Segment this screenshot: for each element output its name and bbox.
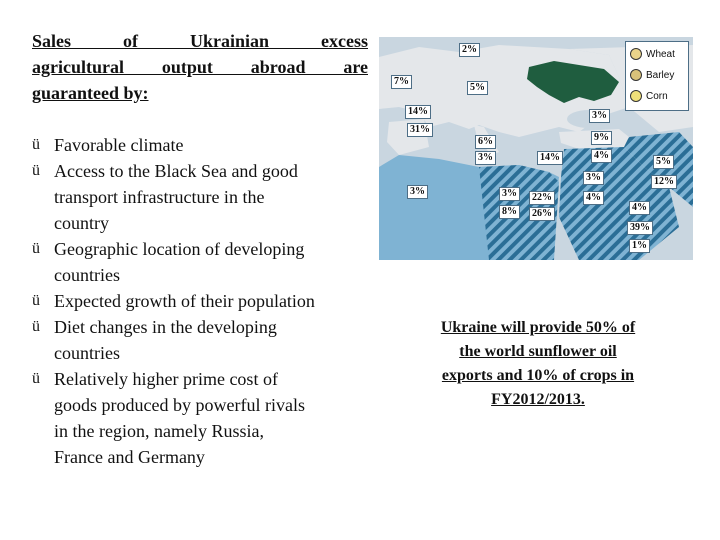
bullet-text: countries [54,265,120,285]
map-label: 3% [475,151,496,165]
map-label: 31% [407,123,433,137]
map-label: 1% [629,239,650,253]
bullet-diet [32,314,374,366]
bullet-text: transport infrastructure in the [54,187,265,207]
barley-icon [630,69,642,81]
heading-line-3: guaranteed by: [32,83,149,103]
wheat-icon [630,48,642,60]
check-icon: ü [32,292,40,309]
legend-barley [630,69,674,81]
bullet-text: Access to the Black Sea and good [54,161,298,181]
map-label: 3% [583,171,604,185]
map-label: 3% [589,109,610,123]
legend-label: Wheat [646,48,675,60]
bullet-text: country [54,213,109,233]
heading-line-1: Sales of Ukrainian excess [32,31,368,51]
bullet-text: goods produced by powerful rivals [54,395,305,415]
bullet-geography [32,236,374,288]
map-label: 8% [499,205,520,219]
legend-label: Barley [646,69,675,81]
bullet-climate [32,132,374,158]
map-label: 2% [459,43,480,57]
map-label: 14% [405,105,431,119]
map-legend [625,41,689,111]
legend-corn [630,90,668,102]
map-label: 5% [467,81,488,95]
bullet-text: in the region, namely Russia, [54,421,264,441]
heading [32,28,368,106]
bullet-list [32,132,374,470]
check-icon: ü [32,162,40,179]
bullet-text: Geographic location of developing [54,239,305,259]
map-label: 6% [475,135,496,149]
note-line-1: Ukraine will provide 50% of [440,319,636,336]
map-label: 4% [583,191,604,205]
bullet-population [32,288,374,314]
bullet-prime-cost [32,366,374,470]
corn-icon [630,90,642,102]
legend-wheat [630,48,675,60]
map-label: 12% [651,175,677,189]
note-line-4: FY2012/2013. [491,391,585,408]
export-map [379,37,693,260]
bullet-text: Expected growth of their population [54,291,315,311]
map-label: 14% [537,151,563,165]
map-label: 3% [499,187,520,201]
map-label: 9% [591,131,612,145]
note-line-2: the world sunflower oil [459,343,617,360]
bullet-text: Relatively higher prime cost of [54,369,278,389]
heading-line-2: agricultural output abroad are [32,57,368,77]
bullet-text: Favorable climate [54,135,184,155]
bullet-text: France and Germany [54,447,205,467]
sunflower-note [408,316,668,412]
check-icon: ü [32,370,40,387]
map-label: 22% [529,191,555,205]
map-label: 5% [653,155,674,169]
note-line-3: exports and 10% of crops in [441,367,635,384]
map-label: 4% [591,149,612,163]
check-icon: ü [32,136,40,153]
map-label: 3% [407,185,428,199]
map-label: 26% [529,207,555,221]
bullet-text: countries [54,343,120,363]
check-icon: ü [32,240,40,257]
bullet-text: Diet changes in the developing [54,317,277,337]
check-icon: ü [32,318,40,335]
map-label: 7% [391,75,412,89]
bullet-black-sea [32,158,374,236]
map-label: 4% [629,201,650,215]
map-label: 39% [627,221,653,235]
legend-label: Corn [646,90,668,102]
